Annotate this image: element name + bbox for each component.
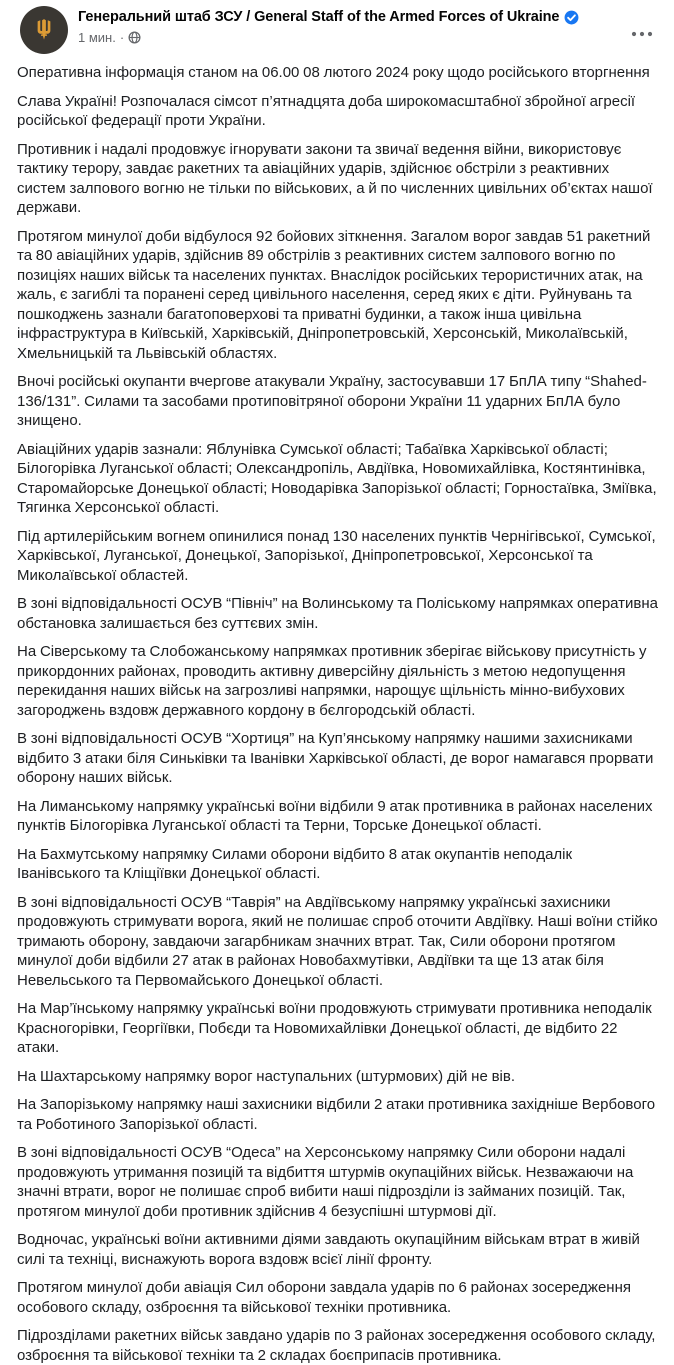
post-paragraph: Протягом минулої доби авіація Сил оборони завдала ударів по 6 районах зосередження особового складу, озброєння та військової техніки противника. <box>17 1279 631 1316</box>
post-paragraph: На Шахтарському напрямку ворог наступальних (штурмових) дій не вів. <box>17 1067 516 1085</box>
post-paragraph: Слава Україні! Розпочалася сімсот п’ятнадцята доба широкомасштабної збройної агресії російської федерації проти України. <box>17 92 636 129</box>
post-paragraph: В зоні відповідальності ОСУВ “Хортиця” на Куп’янському напрямку нашими захисниками відбито 3 атаки біля Синьківки та Іванівки Харківської області, де ворог намагався прорвати оборону наших військ. <box>17 730 654 786</box>
post-text <box>0 54 674 1365</box>
post-paragraph: На Запорізькому напрямку наші захисники відбили 2 атаки противника західніше Вербового та Роботиного Запорізької області. <box>17 1096 656 1133</box>
post-paragraph: Противник і надалі продовжує ігнорувати закони та звичаї ведення війни, використовує тактику терору, завдає ракетних та авіаційних ударів, здійснює обстріли з реактивних систем залпового вогню не тільки по військових, а й по численних цивільних об’єктах нашої держави. <box>17 140 653 216</box>
post-timestamp[interactable]: 1 мин. <box>78 30 116 45</box>
page-name-link[interactable]: Генеральний штаб ЗСУ / General Staff of the Armed Forces of Ukraine <box>78 9 560 25</box>
post-paragraph: В зоні відповідальності ОСУВ “Одеса” на Херсонському напрямку Сили оборони надалі продовжують утримання позицій та відбиття штурмів окупаційних військ. Незважаючи на значні втрати, ворог не полишає спроб вибити наші підрозділи із займаних позицій. Так, протягом минулої доби противник здійснив 4 безуспішні штурмові дії. <box>17 1144 634 1220</box>
page-avatar[interactable] <box>20 6 68 54</box>
post-paragraph: На Лиманському напрямку українські воїни відбили 9 атак противника в районах населених пунктів Білогорівка Луганської області та Терни, Торське Донецької області. <box>17 797 653 834</box>
page-name-row <box>78 9 626 25</box>
post-paragraph: Протягом минулої доби відбулося 92 бойових зіткнення. Загалом ворог завдав 51 ракетний та 80 авіаційних ударів, здійснив 89 обстрілів з реактивних систем залпового вогню по позиціях наших військ та населених пунктах. Внаслідок російських терористичних атак, на жаль, є загиблі та поранені серед цивільного населення, серед яких є діти. Руйнувань та пошкоджень зазнали багатоповерхові та приватні будинки, а також інша цивільна інфраструктура в Київській, Харківській, Дніпропетровській, Херсонській, Миколаївській, Хмельницькій та Львівській областях. <box>17 227 651 362</box>
post-meta-row <box>78 30 626 45</box>
post-paragraph: Вночі російські окупанти вчергове атакували Україну, застосувавши 17 БпЛА типу “Shahed-136/131”. Силами та засобами протиповітряної оборони України 11 ударних БпЛА було знищено. <box>17 373 647 429</box>
post-paragraph: На Мар’їнському напрямку українські воїни продовжують стримувати противника неподалік Красногорівки, Георгіївки, Побєди та Новомихайлівки Донецької області, де відбито 22 атаки. <box>17 1000 652 1056</box>
globe-privacy-icon <box>128 31 141 44</box>
post-paragraph: Підрозділами ракетних військ завдано ударів по 3 районах зосередження особового складу, озброєння та військової техніки та 2 складах боєприпасів противника. <box>17 1327 656 1364</box>
post-paragraph: Під артилерійським вогнем опинилися понад 130 населених пунктів Чернігівської, Сумської, Харківської, Луганської, Донецької, Запорізької, Дніпропетровської, Херсонської та Миколаївської областей. <box>17 527 656 584</box>
verified-badge-icon <box>564 10 579 25</box>
meta-separator: · <box>119 30 125 45</box>
trident-logo-icon <box>29 15 59 45</box>
post-paragraph: Оперативна інформація станом на 06.00 08 лютого 2024 року щодо російського вторгнення <box>17 64 650 81</box>
post-header-text <box>78 6 626 45</box>
post-paragraph: В зоні відповідальності ОСУВ “Таврія” на Авдіївському напрямку українські захисники продовжують стримувати ворога, який не полишає спроб оточити Авдіївку. Наші воїни стійко тримають оборону, завдаючи загарбникам значних втрат. Так, Сили оборони протягом минулої доби відбили 27 атак в районах Новобахмутівки, Авдіївки та ще 13 атак біля Невельського та Первомайського Донецької області. <box>17 893 658 989</box>
more-options-button[interactable] <box>626 22 658 46</box>
post-paragraph: Авіаційних ударів зазнали: Яблунівка Сумської області; Табаївка Харківської області; Білогорівка Луганської області; Олександропіль, Авдіївка, Новомихайлівка, Костянтинівка, Старомайорське Донецької області; Новодарівка Запорізької області; Горностаївка, Зміївка, Тягинка Херсонської області. <box>17 440 657 516</box>
post-paragraph: В зоні відповідальності ОСУВ “Північ” на Волинському та Поліському напрямках оперативна обстановка залишається без суттєвих змін. <box>17 595 659 632</box>
ellipsis-icon <box>631 31 653 37</box>
post-header <box>0 0 674 54</box>
post-paragraph: На Бахмутському напрямку Силами оборони відбито 8 атак окупантів неподалік Іванівського та Кліщіївки Донецької області. <box>17 845 573 882</box>
post-paragraph: На Сіверському та Слобожанському напрямках противник зберігає військову присутність у прикордонних районах, проводить активну диверсійну діяльність з метою недопущення перекидання наших військ на загрозливі напрямки, нарощує щільність мінно-вибухових загороджень вздовж державного кордону в бєлгородській області. <box>17 643 647 719</box>
post-paragraph: Водночас, українські воїни активними діями завдають окупаційним військам втрат в живій силі та техніці, виснажують ворога вздовж всієї лінії фронту. <box>17 1231 640 1268</box>
